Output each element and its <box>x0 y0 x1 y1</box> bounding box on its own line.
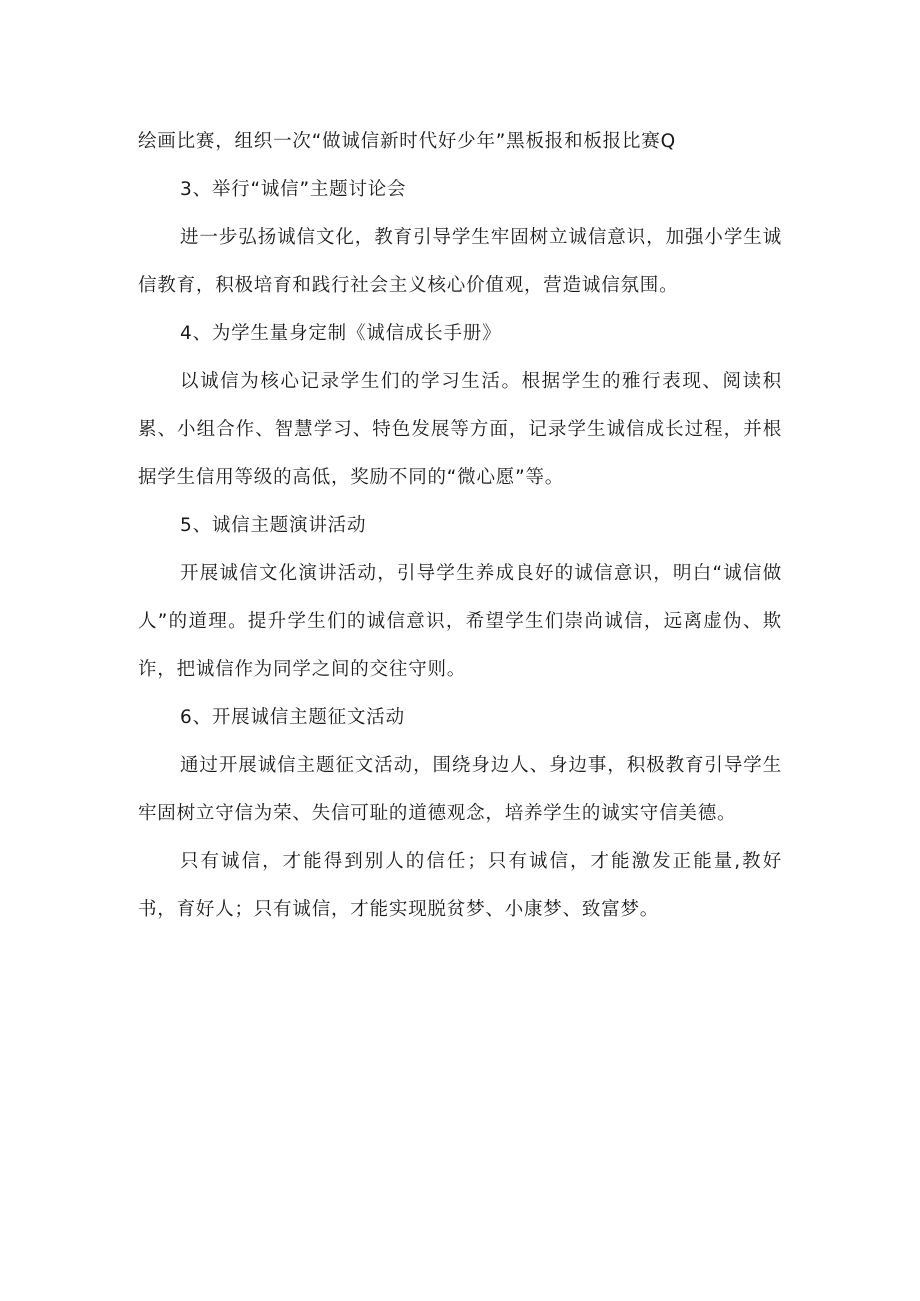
section-heading-6: 6、开展诚信主题征文活动 <box>180 707 405 728</box>
section-heading-4: 4、为学生量身定制《诚信成长手册》 <box>180 323 502 344</box>
section-body-5: 开展诚信文化演讲活动，引导学生养成良好的诚信意识，明白“诚信做人”的道理。提升学生们的诚信意识，希望学生们崇尚诚信，远离虚伪、欺诈，把诚信作为同学之间的交往守则。 <box>138 563 782 680</box>
section-heading-3: 3、举行“诚信”主题讨论会 <box>180 179 407 200</box>
paragraph-continuation: 绘画比赛，组织一次“做诚信新时代好少年”黑板报和板报比赛Q <box>138 131 676 152</box>
section-body-3: 进一步弘扬诚信文化，教育引导学生牢固树立诚信意识，加强小学生诚信教育，积极培育和践行社会主义核心价值观，营造诚信氛围。 <box>138 227 782 296</box>
closing-paragraph: 只有诚信，才能得到别人的信任；只有诚信，才能激发正能量,教好书，育好人；只有诚信，才能实现脱贫梦、小康梦、致富梦。 <box>138 851 782 920</box>
section-body-6: 通过开展诚信主题征文活动，围绕身边人、身边事，积极教育引导学生牢固树立守信为荣、失信可耻的道德观念，培养学生的诚实守信美德。 <box>138 755 782 824</box>
section-body-4: 以诚信为核心记录学生们的学习生活。根据学生的雅行表现、阅读积累、小组合作、智慧学习、特色发展等方面，记录学生诚信成长过程，并根据学生信用等级的高低，奖励不同的“微心愿”等。 <box>138 371 782 488</box>
section-heading-5: 5、诚信主题演讲活动 <box>180 515 367 536</box>
